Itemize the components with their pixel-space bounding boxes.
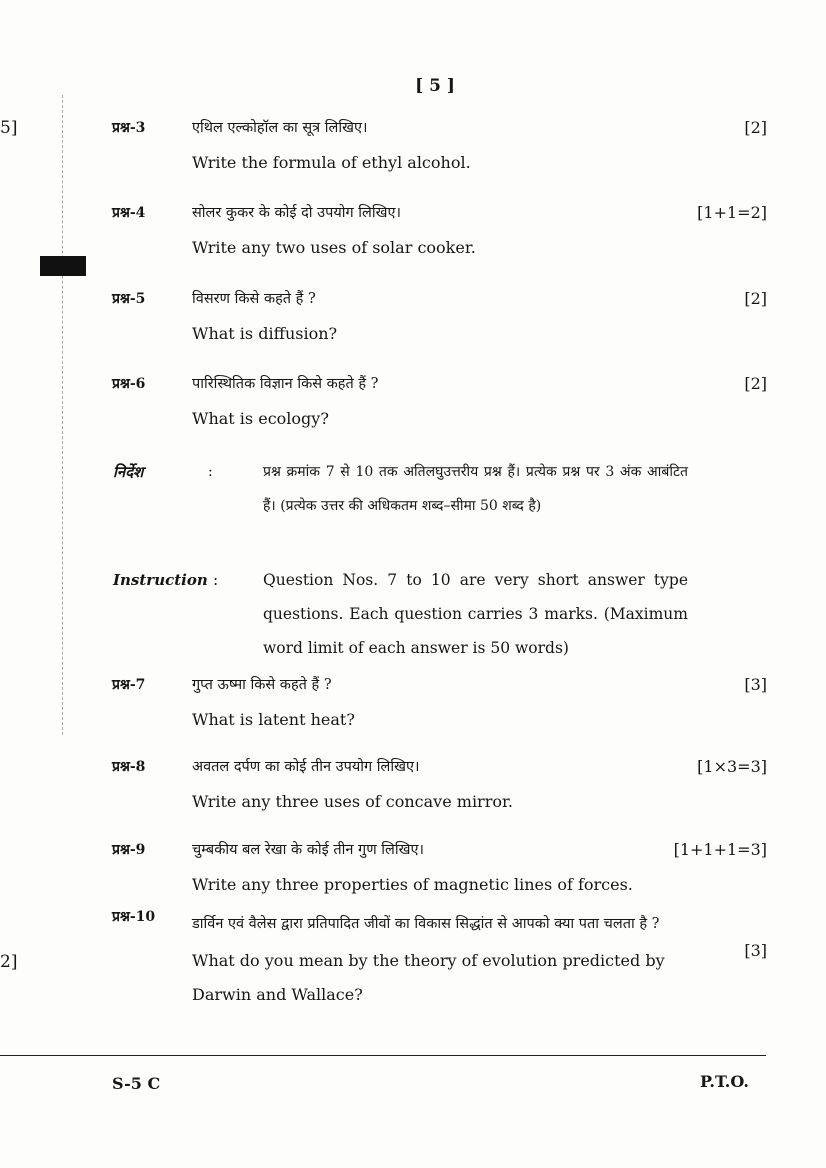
footer-paper-code: S-5 C bbox=[112, 1074, 161, 1093]
question-9 bbox=[112, 840, 767, 895]
question-label: प्रश्न-8 bbox=[112, 759, 146, 775]
question-label: प्रश्न-9 bbox=[112, 842, 146, 858]
question-marks: [2] bbox=[744, 118, 767, 137]
question-marks: [2] bbox=[744, 289, 767, 308]
question-label: प्रश्न-6 bbox=[112, 376, 146, 392]
question-label: प्रश्न-4 bbox=[112, 205, 146, 221]
edge-mark-top: 5] bbox=[0, 118, 18, 138]
question-label: प्रश्न-7 bbox=[112, 677, 146, 693]
question-3 bbox=[112, 118, 767, 173]
instruction-colon: : bbox=[213, 571, 219, 589]
binding-mark bbox=[40, 256, 86, 276]
question-7 bbox=[112, 675, 767, 730]
question-text-english: What is ecology? bbox=[192, 409, 329, 428]
question-marks: [3] bbox=[744, 941, 767, 960]
question-text-hindi: एथिल एल्कोहॉल का सूत्र लिखिए। bbox=[192, 120, 368, 136]
question-marks: [2] bbox=[744, 374, 767, 393]
question-10 bbox=[112, 909, 767, 1012]
footer-pto: P.T.O. bbox=[700, 1072, 749, 1091]
page-number: [ 5 ] bbox=[415, 76, 455, 96]
question-text-english: What do you mean by the theory of evolution predicted by Darwin and Wallace? bbox=[192, 951, 665, 1004]
edge-mark-bottom: 2] bbox=[0, 952, 18, 972]
question-label: प्रश्न-10 bbox=[112, 909, 156, 925]
question-label: प्रश्न-3 bbox=[112, 120, 146, 136]
question-text-english: What is latent heat? bbox=[192, 710, 355, 729]
question-text-hindi: पारिस्थितिक विज्ञान किसे कहते हैं ? bbox=[192, 376, 379, 392]
question-marks: [1+1=2] bbox=[697, 203, 767, 222]
question-text-hindi: गुप्त ऊष्मा किसे कहते हैं ? bbox=[192, 677, 332, 693]
question-text-hindi: अवतल दर्पण का कोई तीन उपयोग लिखिए। bbox=[192, 759, 420, 775]
instruction-label: Instruction bbox=[113, 571, 208, 589]
instruction-text: Question Nos. 7 to 10 are very short answer type questions. Each question carries 3 marks. (Maximum word limit of each answer is 50 words) bbox=[263, 571, 688, 657]
instruction-colon: : bbox=[208, 464, 213, 480]
instruction-text: प्रश्न क्रमांक 7 से 10 तक अतिलघुउत्तरीय प्रश्न हैं। प्रत्येक प्रश्न पर 3 अंक आबंटित हैं। (प्रत्येक उत्तर की अधिकतम शब्द–सीमा 50 शब्द है) bbox=[263, 464, 688, 514]
instruction-label: निर्देश bbox=[113, 463, 144, 481]
question-text-english: Write any three properties of magnetic lines of forces. bbox=[192, 875, 633, 894]
question-5 bbox=[112, 289, 767, 344]
question-text-english: What is diffusion? bbox=[192, 324, 338, 343]
question-text-hindi: सोलर कुकर के कोई दो उपयोग लिखिए। bbox=[192, 205, 402, 221]
question-text-hindi: चुम्बकीय बल रेखा के कोई तीन गुण लिखिए। bbox=[192, 842, 425, 858]
question-label: प्रश्न-5 bbox=[112, 291, 146, 307]
question-text-hindi: विसरण किसे कहते हैं ? bbox=[192, 291, 316, 307]
instruction-english bbox=[113, 563, 688, 665]
question-6 bbox=[112, 374, 767, 429]
question-text-english: Write any three uses of concave mirror. bbox=[192, 792, 513, 811]
question-text-english: Write the formula of ethyl alcohol. bbox=[192, 153, 471, 172]
question-marks: [3] bbox=[744, 675, 767, 694]
binding-line bbox=[62, 95, 63, 735]
footer-divider bbox=[0, 1055, 766, 1056]
question-8 bbox=[112, 757, 767, 812]
question-marks: [1+1+1=3] bbox=[673, 840, 767, 859]
question-marks: [1×3=3] bbox=[697, 757, 767, 776]
instruction-hindi bbox=[113, 455, 688, 523]
question-text-hindi: डार्विन एवं वैलेस द्वारा प्रतिपादित जीवों का विकास सिद्धांत से आपको क्या पता चलता है ? bbox=[192, 916, 660, 932]
question-text-english: Write any two uses of solar cooker. bbox=[192, 238, 476, 257]
question-4 bbox=[112, 203, 767, 258]
